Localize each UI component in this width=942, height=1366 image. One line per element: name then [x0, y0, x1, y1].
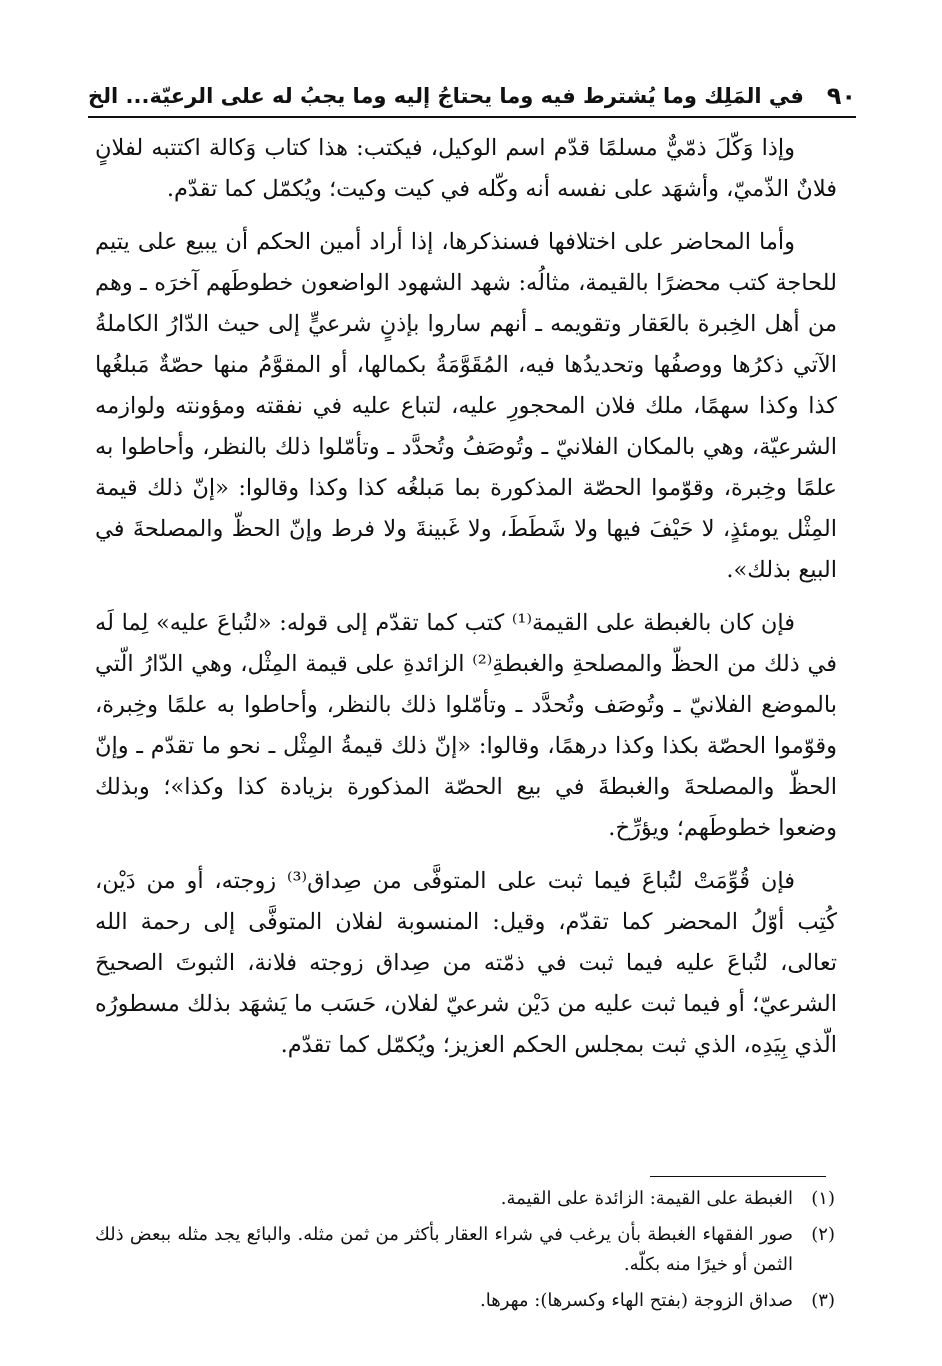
footnote — [95, 1184, 835, 1214]
paragraph: وأما المحاضر على اختلافها فسنذكرها، إذا أراد أمين الحكم أن يبيع على يتيم للحاجة كتب محضرًا بالقيمة، مثالُه: شهد الشهود الواضعون خطوطَهم آخرَه ـ وهم من أهل الخِبرة بالعَقار وتقويمه ـ أنهم ساروا بإذنٍ شرعيٍّ إلى حيث الدّارُ الكاملةُ الآتي ذكرُها ووصفُها وتحديدُها فيه، المُقَوَّمَةُ بكمالها، أو المقوَّمُ منها حصّةٌ مَبلغُها كذا وكذا سهمًا، ملك فلان المحجورِ عليه، لتباع عليه في نفقته ومؤونته ولوازمه الشرعيّة، وهي بالمكان الفلانيّ ـ وتُوصَفُ وتُحدَّد ـ وتأمّلوا ذلك بالنظر، وأحاطوا به علمًا وخِبرة، وقوّموا الحصّة المذكورة بما مَبلغُه كذا وكذا وقالوا: «إنّ ذلك قيمة المِثْل يومئذٍ، لا حَيْفَ فيها ولا شَطَطَ، ولا غَبينةَ ولا فرط وإنّ الحظّ والمصلحةَ في البيع بذلك». — [95, 229, 837, 583]
running-title: في المَلِك وما يُشترط فيه وما يحتاجُ إليه وما يجبُ له على الرعيّة... الخ — [88, 84, 804, 108]
footnote-divider — [650, 1176, 826, 1177]
page-number: ٩٠ — [826, 82, 856, 110]
main-text — [95, 128, 837, 1078]
footnote-text: صور الفقهاء الغبطة بأن يرغب في شراء العقار بأكثر من ثمن مثله. والبائع يجد مثله ببعض ذلك الثمن أو خيرًا منه بكلّه. — [95, 1224, 793, 1275]
footnote-number: (٢) — [811, 1224, 835, 1245]
paragraph: فإن قُوِّمَتْ لتُباعَ فيما ثبت على المتوفَّى من صِداق⁽³⁾ زوجته، أو من دَيْن، كُتِب أوّلُ المحضر كما تقدّم، وقيل: المنسوبة لفلان المتوفَّى إلى رحمة الله تعالى، لتُباعَ عليه فيما ثبت في ذمّته من صِداق زوجته فلانة، الثبوتَ الصحيحَ الشرعيّ؛ أو فيما ثبت عليه من دَيْن شرعيّ لفلان، حَسَب ما يَشهَد بذلك مسطورُه الّذي بِيَدِه، الذي ثبت بمجلس الحكم العزيز؛ ويُكمّل كما تقدّم. — [95, 868, 837, 1058]
paragraph: وإذا وَكّلَ ذمّيٌّ مسلمًا قدّم اسم الوكيل، فيكتب: هذا كتاب وَكالة اكتتبه لفلانٍ فلانٌ الذّميّ، وأشهَد على نفسه أنه وكّله في كيت وكيت؛ ويُكمّل كما تقدّم. — [95, 135, 837, 202]
footnote-text: الغبطة على القيمة: الزائدة على القيمة. — [500, 1188, 793, 1209]
footnote-text: صداق الزوجة (بفتح الهاء وكسرها): مهرها. — [480, 1290, 793, 1311]
footnotes — [95, 1184, 835, 1322]
paragraph: فإن كان بالغبطة على القيمة⁽¹⁾ كتب كما تقدّم إلى قوله: «لتُباعَ عليه» لِما لَه في ذلك من الحظّ والمصلحةِ والغبطةِ⁽²⁾ الزائدةِ على قيمة المِثْل، وهي الدّارُ الّتي بالموضع الفلانيّ ـ وتُوصَف وتُحدَّد ـ وتأمّلوا ذلك بالنظر، وأحاطوا به علمًا وخِبرة، وقوّموا الحصّة بكذا وكذا درهمًا، وقالوا: «إنّ ذلك قيمةُ المِثْل ـ نحو ما تقدّم ـ وإنّ الحظّ والمصلحةَ والغبطةَ في بيع الحصّة المذكورة بزيادة كذا وكذا»؛ وبذلك وضعوا خطوطَهم؛ ويؤرِّخ. — [95, 610, 838, 841]
footnote — [95, 1286, 835, 1316]
footnote-number: (٣) — [811, 1290, 835, 1311]
footnote — [95, 1220, 835, 1280]
page-header — [88, 76, 856, 118]
footnote-number: (١) — [811, 1188, 835, 1209]
